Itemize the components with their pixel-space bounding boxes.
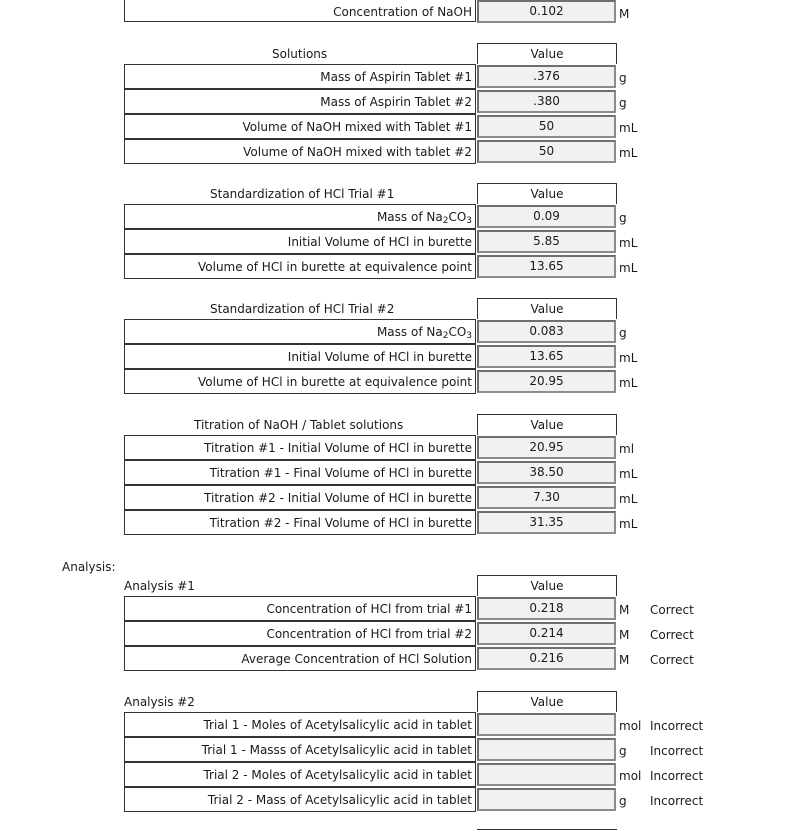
titration-value-header: Value bbox=[477, 414, 617, 435]
std2-row-label: Initial Volume of HCl in burette bbox=[124, 344, 476, 369]
std1-row-label: Mass of $Na_2CO_3$ bbox=[124, 204, 476, 229]
titration-row-value[interactable]: 20.95 bbox=[477, 436, 616, 459]
analysis2-value-header: Value bbox=[477, 691, 617, 712]
solutions-row-value[interactable]: 50 bbox=[477, 115, 616, 138]
analysis1-row-value[interactable]: 0.216 bbox=[477, 647, 616, 670]
naoh-concentration-unit: M bbox=[619, 7, 630, 21]
solutions-row-unit: mL bbox=[619, 146, 638, 160]
std2-row-unit: g bbox=[619, 326, 627, 340]
std1-row-label: Volume of HCl in burette at equivalence point bbox=[124, 254, 476, 279]
titration-row-unit: ml bbox=[619, 442, 635, 456]
analysis2-row-status: Incorrect bbox=[650, 769, 704, 783]
titration-row-unit: mL bbox=[619, 517, 638, 531]
titration-title: Titration of NaOH / Tablet solutions bbox=[194, 418, 404, 432]
std1-row-label: Initial Volume of HCl in burette bbox=[124, 229, 476, 254]
solutions-row-value[interactable]: .376 bbox=[477, 65, 616, 88]
std2-row-unit: mL bbox=[619, 351, 638, 365]
std2-row-value[interactable]: 20.95 bbox=[477, 370, 616, 393]
titration-row-label: Titration #2 - Initial Volume of HCl in burette bbox=[124, 485, 476, 510]
analysis1-row-label: Concentration of HCl from trial #1 bbox=[124, 596, 476, 621]
solutions-row-unit: mL bbox=[619, 121, 638, 135]
solutions-row-label: Mass of Aspirin Tablet #2 bbox=[124, 89, 476, 114]
analysis2-row-label: Trial 1 - Masss of Acetylsalicylic acid in tablet bbox=[124, 737, 476, 762]
naoh-concentration-label: Concentration of NaOH bbox=[124, 0, 476, 22]
analysis2-row-value[interactable] bbox=[477, 763, 616, 786]
analysis2-title: Analysis #2 bbox=[124, 695, 195, 709]
std1-row-value[interactable]: 13.65 bbox=[477, 255, 616, 278]
solutions-row-value[interactable]: .380 bbox=[477, 90, 616, 113]
analysis1-row-status: Correct bbox=[650, 653, 694, 667]
std1-row-value[interactable]: 0.09 bbox=[477, 205, 616, 228]
analysis2-row-label: Trial 2 - Mass of Acetylsalicylic acid in tablet bbox=[124, 787, 476, 812]
analysis2-row-unit: g bbox=[619, 794, 627, 808]
analysis2-row-status: Incorrect bbox=[650, 744, 704, 758]
solutions-title: Solutions bbox=[272, 47, 328, 61]
std2-row-value[interactable]: 0.083 bbox=[477, 320, 616, 343]
analysis1-row-unit: M bbox=[619, 603, 630, 617]
titration-row-label: Titration #1 - Final Volume of HCl in burette bbox=[124, 460, 476, 485]
analysis1-row-status: Correct bbox=[650, 628, 694, 642]
titration-row-value[interactable]: 38.50 bbox=[477, 461, 616, 484]
std2-row-label: Mass of $Na_2CO_3$ bbox=[124, 319, 476, 344]
analysis2-row-unit: mol bbox=[619, 769, 642, 783]
titration-row-value[interactable]: 7.30 bbox=[477, 486, 616, 509]
analysis1-row-unit: M bbox=[619, 653, 630, 667]
analysis1-row-label: Concentration of HCl from trial #2 bbox=[124, 621, 476, 646]
titration-row-label: Titration #2 - Final Volume of HCl in burette bbox=[124, 510, 476, 535]
std1-title: Standardization of HCl Trial #1 bbox=[210, 187, 395, 201]
std1-row-value[interactable]: 5.85 bbox=[477, 230, 616, 253]
analysis2-row-label: Trial 2 - Moles of Acetylsalicylic acid in tablet bbox=[124, 762, 476, 787]
analysis2-row-value[interactable] bbox=[477, 738, 616, 761]
std2-value-header: Value bbox=[477, 298, 617, 319]
std2-title: Standardization of HCl Trial #2 bbox=[210, 302, 395, 316]
analysis2-row-unit: mol bbox=[619, 719, 642, 733]
analysis1-value-header: Value bbox=[477, 575, 617, 596]
analysis1-row-label: Average Concentration of HCl Solution bbox=[124, 646, 476, 671]
analysis2-row-status: Incorrect bbox=[650, 794, 704, 808]
solutions-row-label: Volume of NaOH mixed with tablet #2 bbox=[124, 139, 476, 164]
solutions-row-label: Volume of NaOH mixed with Tablet #1 bbox=[124, 114, 476, 139]
analysis1-row-unit: M bbox=[619, 628, 630, 642]
std2-row-value[interactable]: 13.65 bbox=[477, 345, 616, 368]
analysis1-row-value[interactable]: 0.218 bbox=[477, 597, 616, 620]
analysis2-row-value[interactable] bbox=[477, 788, 616, 811]
analysis1-row-value[interactable]: 0.214 bbox=[477, 622, 616, 645]
analysis2-row-unit: g bbox=[619, 744, 627, 758]
std2-row-label: Volume of HCl in burette at equivalence point bbox=[124, 369, 476, 394]
std1-row-unit: mL bbox=[619, 261, 638, 275]
analysis2-row-value[interactable] bbox=[477, 713, 616, 736]
solutions-row-value[interactable]: 50 bbox=[477, 140, 616, 163]
analysis1-row-status: Correct bbox=[650, 603, 694, 617]
analysis-heading: Analysis: bbox=[62, 560, 116, 574]
titration-row-value[interactable]: 31.35 bbox=[477, 511, 616, 534]
naoh-concentration-value[interactable]: 0.102 bbox=[477, 0, 616, 23]
analysis2-row-label: Trial 1 - Moles of Acetylsalicylic acid in tablet bbox=[124, 712, 476, 737]
solutions-value-header: Value bbox=[477, 43, 617, 64]
std1-row-unit: g bbox=[619, 211, 627, 225]
std2-row-unit: mL bbox=[619, 376, 638, 390]
analysis2-row-status: Incorrect bbox=[650, 719, 704, 733]
solutions-row-unit: g bbox=[619, 96, 627, 110]
std1-row-unit: mL bbox=[619, 236, 638, 250]
solutions-row-label: Mass of Aspirin Tablet #1 bbox=[124, 64, 476, 89]
titration-row-label: Titration #1 - Initial Volume of HCl in burette bbox=[124, 435, 476, 460]
titration-row-unit: mL bbox=[619, 467, 638, 481]
titration-row-unit: mL bbox=[619, 492, 638, 506]
analysis1-title: Analysis #1 bbox=[124, 579, 195, 593]
std1-value-header: Value bbox=[477, 183, 617, 204]
solutions-row-unit: g bbox=[619, 71, 627, 85]
